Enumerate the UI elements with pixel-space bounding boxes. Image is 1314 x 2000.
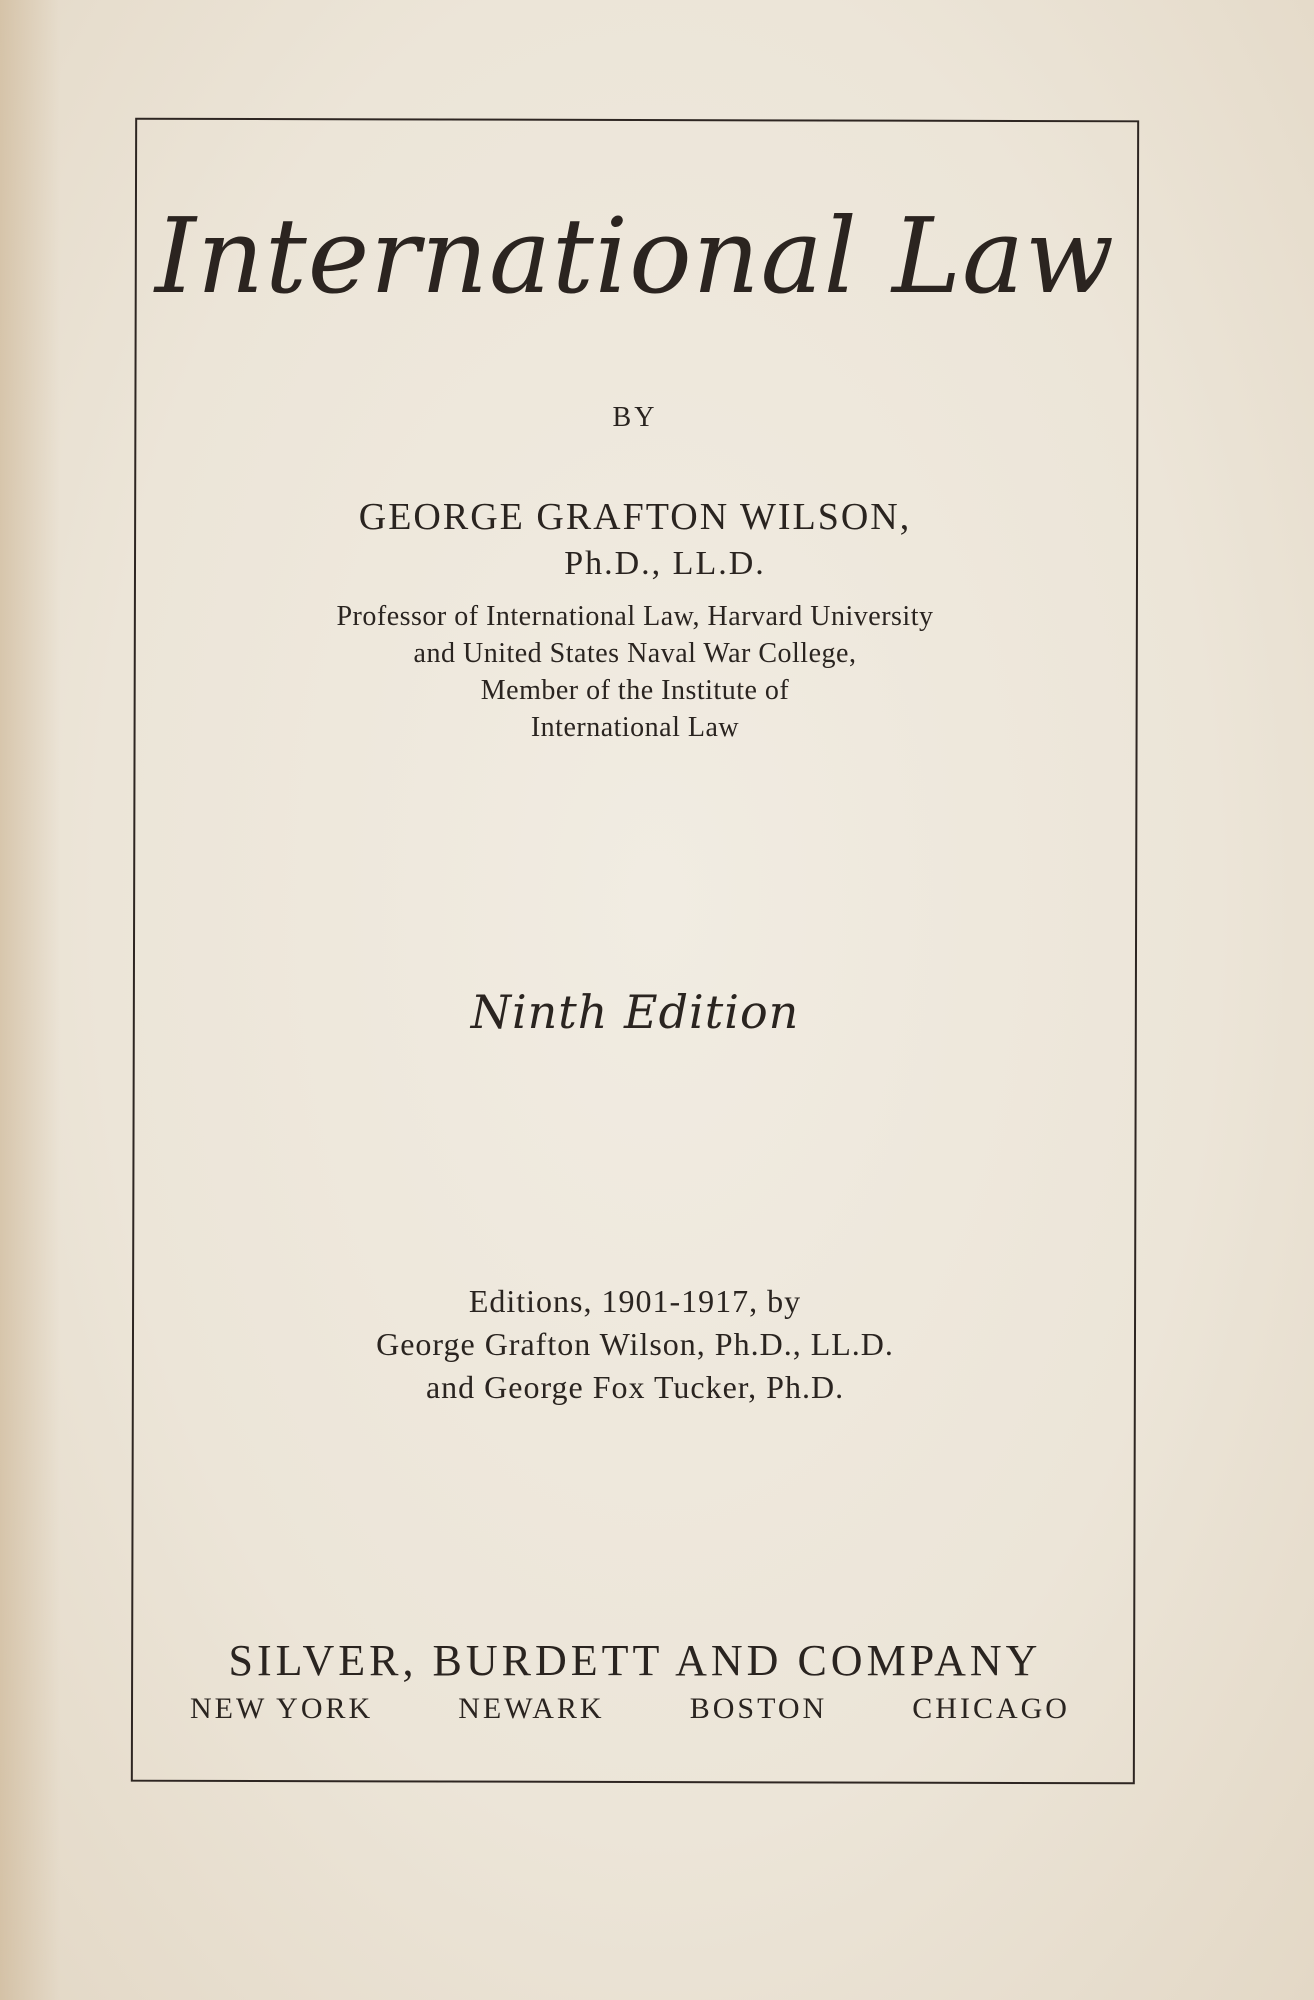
city-new-york: NEW YORK <box>190 1692 374 1725</box>
author-affiliation <box>133 598 1137 746</box>
city-newark: NEWARK <box>458 1692 605 1725</box>
history-line: and George Fox Tucker, Ph.D. <box>425 1369 845 1405</box>
page-shadow <box>0 0 60 2000</box>
affiliation-line: Professor of International Law, Harvard University <box>336 601 934 632</box>
page-border <box>131 118 1139 1785</box>
author-degrees: Ph.D., LL.D. <box>564 545 766 582</box>
publisher-name: SILVER, BURDETT AND COMPANY <box>228 1636 1042 1685</box>
affiliation-line: International Law <box>530 712 740 743</box>
by-label: BY <box>612 402 658 433</box>
publisher-cities <box>190 1692 1070 1726</box>
history-line: George Grafton Wilson, Ph.D., LL.D. <box>376 1326 894 1362</box>
affiliation-line: and United States Naval War College, <box>413 638 857 669</box>
city-chicago: CHICAGO <box>912 1692 1070 1725</box>
book-title: International Law <box>154 195 1116 317</box>
affiliation-line: Member of the Institute of <box>480 675 790 706</box>
edition-history <box>133 1280 1137 1409</box>
edition-label: Ninth Edition <box>470 985 800 1039</box>
author-name: GEORGE GRAFTON WILSON, <box>358 496 912 538</box>
city-boston: BOSTON <box>689 1692 828 1725</box>
history-line: Editions, 1901-1917, by <box>468 1283 802 1319</box>
